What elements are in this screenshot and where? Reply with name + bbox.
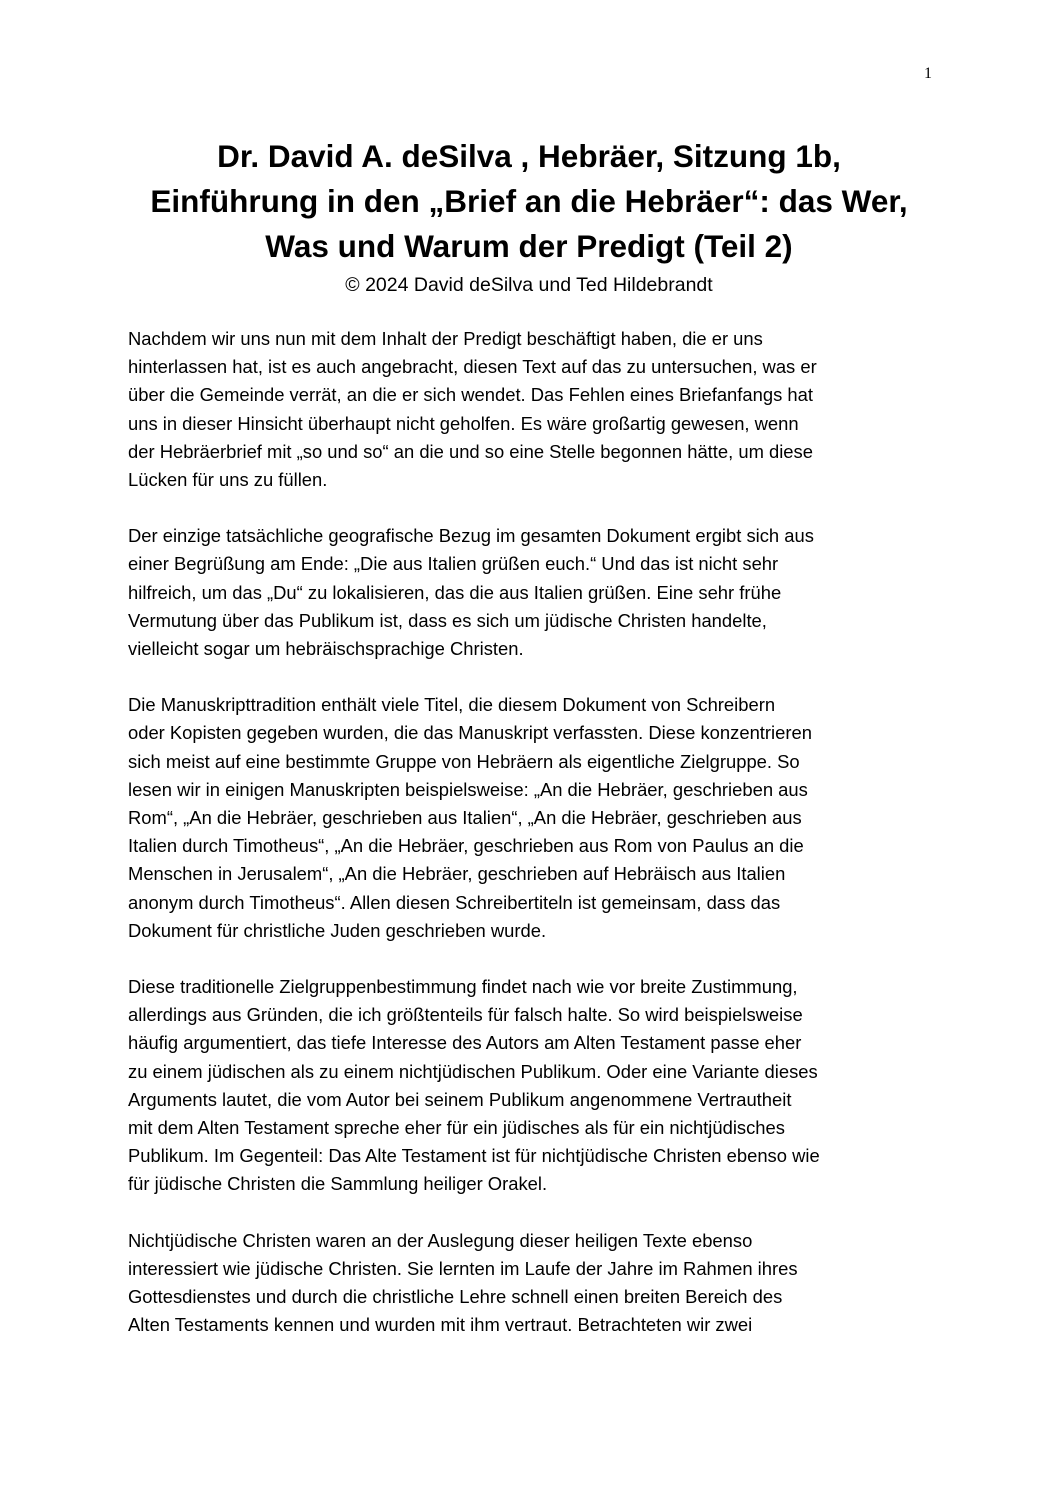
text-line: Italien durch Timotheus“, „An die Hebräer, geschrieben aus Rom von Paulus an die: [128, 835, 804, 857]
text-line: Vermutung über das Publikum ist, dass es sich um jüdische Christen handelte,: [128, 609, 767, 631]
text-line: Der einzige tatsächliche geografische Bezug im gesamten Dokument ergibt sich aus: [128, 525, 814, 547]
text-line: Lücken für uns zu füllen.: [128, 469, 328, 491]
paragraph-5: [128, 1227, 938, 1340]
page-number: 1: [924, 65, 932, 82]
text-line: interessiert wie jüdische Christen. Sie lernten im Laufe der Jahre im Rahmen ihres: [128, 1257, 798, 1279]
text-line: häufig argumentiert, das tiefe Interesse des Autors am Alten Testament passe eher: [128, 1032, 802, 1054]
text-line: Rom“, „An die Hebräer, geschrieben aus Italien“, „An die Hebräer, geschrieben aus: [128, 807, 802, 829]
text-line: für jüdische Christen die Sammlung heiliger Orakel.: [128, 1173, 548, 1195]
text-line: über die Gemeinde verrät, an die er sich wendet. Das Fehlen eines Briefanfangs hat: [128, 384, 813, 406]
text-line: Arguments lautet, die vom Autor bei seinem Publikum angenommene Vertrautheit: [128, 1088, 792, 1110]
paragraph-2: [128, 522, 938, 663]
text-line: mit dem Alten Testament spreche eher für ein jüdisches als für ein nichtjüdisches: [128, 1117, 785, 1139]
text-line: der Hebräerbrief mit „so und so“ an die und so eine Stelle begonnen hätte, um diese: [128, 440, 813, 462]
title-line-1: Dr. David A. deSilva , Hebräer, Sitzung 1b,: [217, 138, 841, 174]
text-line: einer Begrüßung am Ende: „Die aus Italien grüßen euch.“ Und das ist nicht sehr: [128, 553, 779, 575]
text-line: vielleicht sogar um hebräischsprachige Christen.: [128, 638, 524, 660]
title-line-3: Was und Warum der Predigt (Teil 2): [265, 228, 793, 264]
text-line: Nachdem wir uns nun mit dem Inhalt der Predigt beschäftigt haben, die er uns: [128, 328, 763, 349]
text-line: lesen wir in einigen Manuskripten beispielsweise: „An die Hebräer, geschrieben aus: [128, 778, 808, 800]
text-line: hinterlassen hat, ist es auch angebracht, diesen Text auf das zu untersuchen, was er: [128, 356, 817, 378]
text-line: hilfreich, um das „Du“ zu lokalisieren, das die aus Italien grüßen. Eine sehr frühe: [128, 581, 782, 603]
paragraph-1: [128, 325, 938, 494]
text-line: Diese traditionelle Zielgruppenbestimmung findet nach wie vor breite Zustimmung,: [128, 976, 798, 998]
text-line: Gottesdienstes und durch die christliche Lehre schnell einen breiten Bereich des: [128, 1286, 783, 1308]
text-line: zu einem jüdischen als zu einem nichtjüdischen Publikum. Oder eine Variante dieses: [128, 1060, 818, 1082]
text-line: allerdings aus Gründen, die ich größtenteils für falsch halte. So wird beispielsweise: [128, 1004, 803, 1026]
text-line: Alten Testaments kennen und wurden mit ihm vertraut. Betrachteten wir zwei: [128, 1314, 753, 1336]
text-line: anonym durch Timotheus“. Allen diesen Schreibertiteln ist gemeinsam, dass das: [128, 891, 781, 913]
title-block: [120, 134, 938, 300]
text-line: oder Kopisten gegeben wurden, die das Manuskript verfassten. Diese konzentrieren: [128, 722, 812, 744]
body-text: [128, 325, 938, 1368]
text-line: sich meist auf eine bestimmte Gruppe von Hebräern als eigentliche Zielgruppe. So: [128, 750, 800, 772]
paragraph-3: [128, 691, 938, 945]
copyright-notice: © 2024 David deSilva und Ted Hildebrandt: [345, 274, 713, 296]
text-line: Die Manuskripttradition enthält viele Titel, die diesem Dokument von Schreibern: [128, 694, 776, 716]
text-line: Menschen in Jerusalem“, „An die Hebräer, geschrieben auf Hebräisch aus Italien: [128, 863, 786, 885]
text-line: uns in dieser Hinsicht überhaupt nicht geholfen. Es wäre großartig gewesen, wenn: [128, 412, 799, 434]
text-line: Nichtjüdische Christen waren an der Auslegung dieser heiligen Texte ebenso: [128, 1229, 753, 1251]
title-line-2: Einführung in den „Brief an die Hebräer“: das Wer,: [150, 183, 908, 219]
text-line: Publikum. Im Gegenteil: Das Alte Testament ist für nichtjüdische Christen ebenso wie: [128, 1145, 820, 1167]
paragraph-4: [128, 973, 938, 1199]
text-line: Dokument für christliche Juden geschrieben wurde.: [128, 919, 547, 941]
